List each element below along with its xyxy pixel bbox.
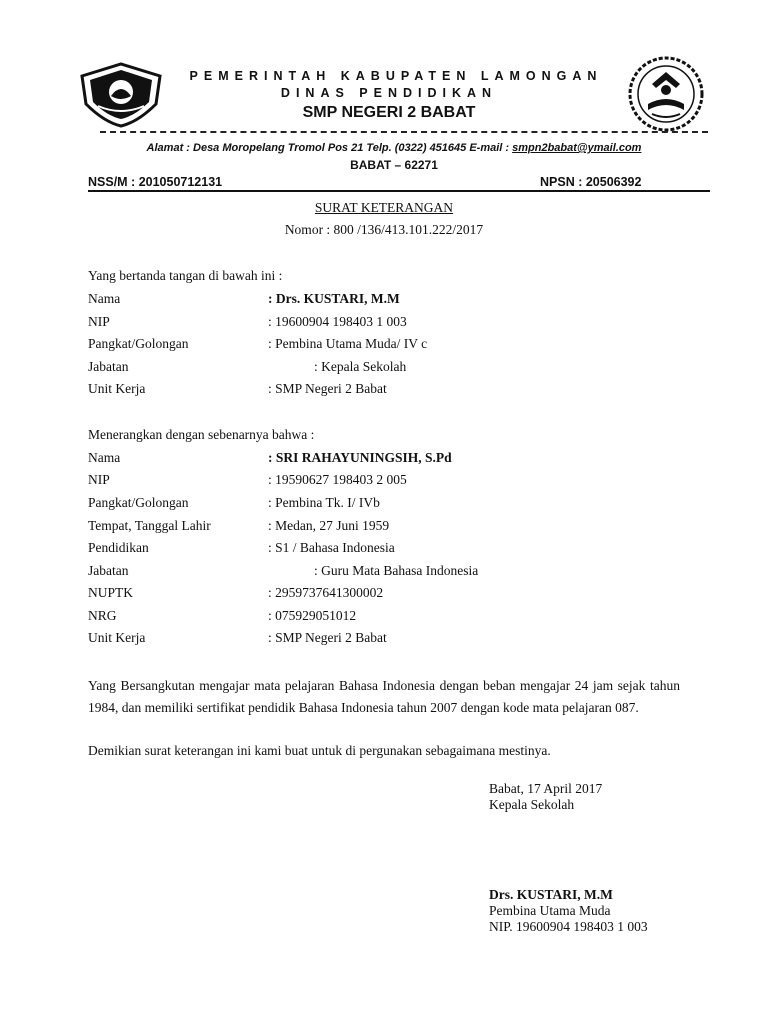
signer-value-rank: : Pembina Utama Muda/ IV c <box>268 336 428 351</box>
signer-label-name: Nama <box>88 291 121 306</box>
subject-value-unit: : SMP Negeri 2 Babat <box>268 630 387 645</box>
signer-value-position: : Kepala Sekolah <box>314 359 407 374</box>
subject-value-nrg: : 075929051012 <box>268 608 357 623</box>
signer-label-position: Jabatan <box>88 359 129 374</box>
subject-label-education: Pendidikan <box>88 540 149 555</box>
subject-value-nuptk: : 2959737641300002 <box>268 585 384 600</box>
city-postcode: BABAT – 62271 <box>350 158 438 172</box>
signer-position: Kepala Sekolah <box>489 797 575 812</box>
school-address <box>0 142 768 154</box>
signer-label-unit: Unit Kerja <box>88 381 146 396</box>
subject-label-nrg: NRG <box>88 608 117 623</box>
government-name: PEMERINTAH KABUPATEN LAMONGAN <box>189 69 603 83</box>
header-solid-divider <box>88 190 710 192</box>
subject-value-rank: : Pembina Tk. I/ IVb <box>268 495 380 510</box>
header-dashed-divider <box>100 131 708 133</box>
subject-label-position: Jabatan <box>88 563 129 578</box>
declaration-text: Menerangkan dengan sebenarnya bahwa : <box>88 427 315 442</box>
signer-label-nip: NIP <box>88 314 110 329</box>
letter-number: Nomor : 800 /136/413.101.222/2017 <box>284 222 484 237</box>
body-paragraph: Yang Bersangkutan mengajar mata pelajaran Bahasa Indonesia dengan beban mengajar 24 jam sejak tahun 1984, dan memiliki sertifikat pendidik Bahasa Indonesia tahun 2007 dengan kode mata pelajaran 087. <box>88 678 680 715</box>
place-date: Babat, 17 April 2017 <box>489 781 603 796</box>
signer-value-name: : Drs. KUSTARI, M.M <box>268 291 400 306</box>
signer-nip: NIP. 19600904 198403 1 003 <box>489 919 648 934</box>
subject-value-name: : SRI RAHAYUNINGSIH, S.Pd <box>268 450 452 465</box>
letter-title: SURAT KETERANGAN <box>314 200 454 215</box>
school-name: SMP NEGERI 2 BABAT <box>302 104 476 121</box>
npsn-number: NPSN : 20506392 <box>540 175 642 189</box>
nss-number: NSS/M : 201050712131 <box>88 175 223 189</box>
subject-label-birth: Tempat, Tanggal Lahir <box>88 518 211 533</box>
subject-value-birth: : Medan, 27 Juni 1959 <box>268 518 390 533</box>
signer-label-rank: Pangkat/Golongan <box>88 336 189 351</box>
subject-label-unit: Unit Kerja <box>88 630 146 645</box>
subject-label-nip: NIP <box>88 472 110 487</box>
department-name: DINAS PENDIDIKAN <box>280 86 498 100</box>
signer-rank: Pembina Utama Muda <box>489 903 611 918</box>
school-email-link[interactable]: smpn2babat@ymail.com <box>512 142 642 154</box>
signer-value-unit: : SMP Negeri 2 Babat <box>268 381 387 396</box>
subject-label-nuptk: NUPTK <box>88 585 134 600</box>
subject-value-position: : Guru Mata Bahasa Indonesia <box>314 563 479 578</box>
subject-label-rank: Pangkat/Golongan <box>88 495 189 510</box>
signer-name: Drs. KUSTARI, M.M <box>489 887 613 902</box>
address-text: Alamat : Desa Moropelang Tromol Pos 21 Telp. (0322) 451645 E-mail : <box>146 142 513 154</box>
subject-label-name: Nama <box>88 450 121 465</box>
subject-value-education: : S1 / Bahasa Indonesia <box>268 540 395 555</box>
subject-value-nip: : 19590627 198403 2 005 <box>268 472 407 487</box>
closing-paragraph: Demikian surat keterangan ini kami buat untuk di pergunakan sebagaimana mestinya. <box>88 743 551 758</box>
signer-value-nip: : 19600904 198403 1 003 <box>268 314 407 329</box>
intro-text: Yang bertanda tangan di bawah ini : <box>88 268 283 283</box>
